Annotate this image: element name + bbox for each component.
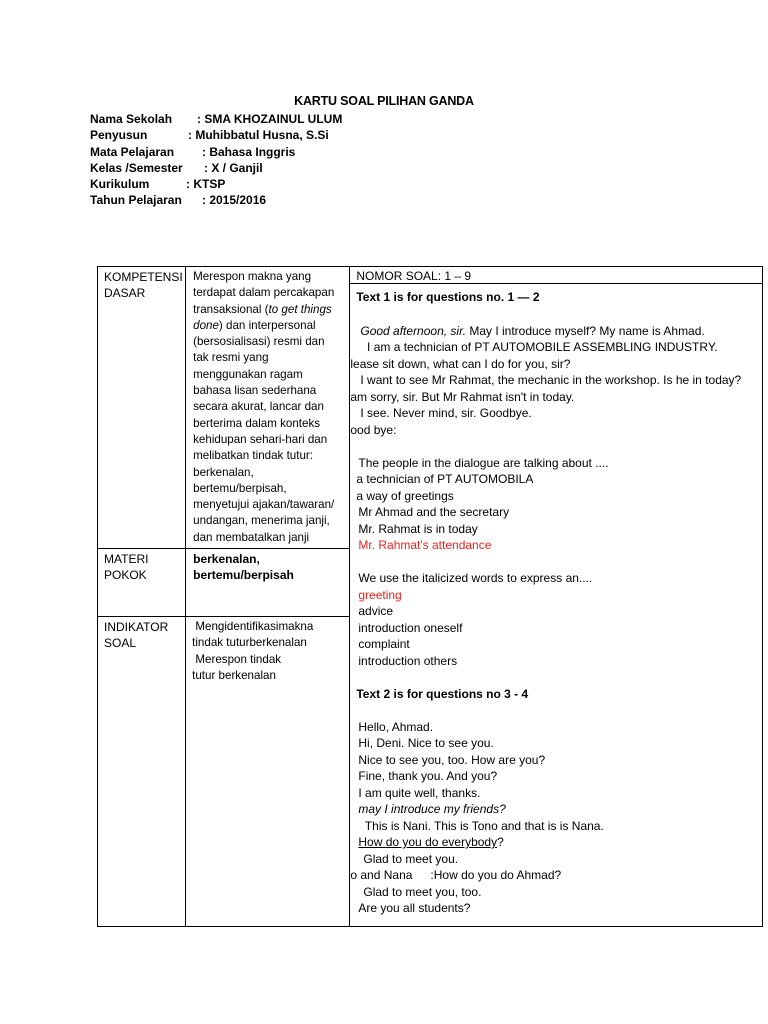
q2-stem: We use the italicized words to express an.... xyxy=(358,571,593,585)
indikator-text-cell xyxy=(186,617,350,927)
dialog1-line: Good afternoon, sir. May I introduce myself? My name is Ahmad. xyxy=(360,324,705,338)
dialog2-line: Fine, thank you. And you? xyxy=(358,769,498,783)
dialog1-line: ood bye: xyxy=(350,423,397,437)
kompetensi-label: KOMPETENSI DASAR xyxy=(104,270,183,301)
questions-cell xyxy=(350,267,763,927)
q1-option: Mr Ahmad and the secretary xyxy=(358,505,510,519)
q1-stem: The people in the dialogue are talking about .... xyxy=(358,456,609,470)
dialog2-line: I am quite well, thanks. xyxy=(358,786,481,800)
dialog2-line: Glad to meet you, too. xyxy=(363,885,482,899)
header-label: Kurikulum xyxy=(90,177,150,192)
nomor-soal: NOMOR SOAL: 1 – 9 xyxy=(350,267,762,284)
materi-text-cell xyxy=(186,549,350,617)
indikator-line: Merespon tindak tutur berkenalan xyxy=(192,652,285,682)
kompetensi-text: Merespon makna yang terdapat dalam percakapan transaksional (to get things done) dan interpersonal (bersosialisasi) resmi dan tak resmi yang menggunakan ragam bahasa lisan sederhana secara akurat, lancar dan berterima dalam konteks kehidupan sehari-hari dan melibatkan tindak tutur: berkenalan, bertemu/berpisah, menyetujui ajakan/tawaran/ undangan, menerima janji, dan membatalkan janji xyxy=(193,270,335,544)
header-label: Mata Pelajaran xyxy=(90,144,175,159)
kompetensi-label-cell xyxy=(98,267,186,549)
q2-option: introduction others xyxy=(358,654,458,668)
q2-option: complaint xyxy=(358,637,410,651)
q2-option: advice xyxy=(358,604,394,618)
q1-option: Mr. Rahmat is in today xyxy=(358,522,478,536)
q1-option: a technician of PT AUTOMOBILA xyxy=(356,472,534,486)
q1-option: a way of greetings xyxy=(356,489,454,503)
text1-heading: Text 1 is for questions no. 1 — 2 xyxy=(356,290,540,304)
header-value: : KTSP xyxy=(186,177,226,192)
kompetensi-text-cell xyxy=(186,267,350,549)
indikator-label: INDIKATOR SOAL xyxy=(104,620,169,651)
document-title: KARTU SOAL PILIHAN GANDA xyxy=(294,94,474,108)
dialog1-line: am sorry, sir. But Mr Rahmat isn't in today. xyxy=(350,390,575,404)
dialog2-line: This is Nani. This is Tono and that is is Nana. xyxy=(358,819,604,833)
header-label: Kelas /Semester xyxy=(90,160,183,175)
indikator-text xyxy=(186,617,349,686)
dialog2-line: How do you do everybody? xyxy=(358,835,504,849)
dialog2-line: Hello, Ahmad. xyxy=(358,720,434,734)
materi-text: berkenalan, bertemu/berpisah xyxy=(193,552,294,583)
dialog1-line: I want to see Mr Rahmat, the mechanic in the workshop. Is he in today? xyxy=(360,373,742,387)
text2-heading: Text 2 is for questions no 3 - 4 xyxy=(356,687,529,701)
materi-label-cell xyxy=(98,549,186,617)
q2-option: introduction oneself xyxy=(358,621,463,635)
header-label: Tahun Pelajaran xyxy=(90,193,182,208)
dialog1-line: lease sit down, what can I do for you, sir? xyxy=(350,357,571,371)
header-value: : Bahasa Inggris xyxy=(202,144,296,159)
header-value: : 2015/2016 xyxy=(202,193,267,208)
questions-content xyxy=(350,267,762,915)
dialog2-line: Nice to see you, too. How are you? xyxy=(358,753,546,767)
dialog2-line: Glad to meet you. xyxy=(363,852,459,866)
dialog1-line: I am a technician of PT AUTOMOBILE ASSEMBLING INDUSTRY. xyxy=(360,340,718,354)
header-value: : X / Ganjil xyxy=(204,160,263,175)
q2-answer-option: greeting xyxy=(358,588,402,602)
dialog2-line: Are you all students? xyxy=(358,901,471,915)
dialog2-line: o and Nana :How do you do Ahmad? xyxy=(350,868,562,882)
header-value: : SMA KHOZAINUL ULUM xyxy=(197,112,343,126)
header-value: : Muhibbatul Husna, S.Si xyxy=(188,128,329,143)
indikator-line: Mengidentifikasimakna tindak tuturberkenalan xyxy=(192,620,317,650)
question-card-table xyxy=(97,266,763,927)
indikator-label-cell xyxy=(98,617,186,927)
dialog2-line: may I introduce my friends? xyxy=(358,802,506,816)
header-label: Penyusun xyxy=(90,128,148,143)
header-label: Nama Sekolah xyxy=(90,112,173,126)
dialog1-line: I see. Never mind, sir. Goodbye. xyxy=(360,406,532,420)
dialog2-line: Hi, Deni. Nice to see you. xyxy=(358,736,494,750)
materi-label: MATERI POKOK xyxy=(104,552,149,583)
q1-answer-option: Mr. Rahmat's attendance xyxy=(358,538,492,552)
